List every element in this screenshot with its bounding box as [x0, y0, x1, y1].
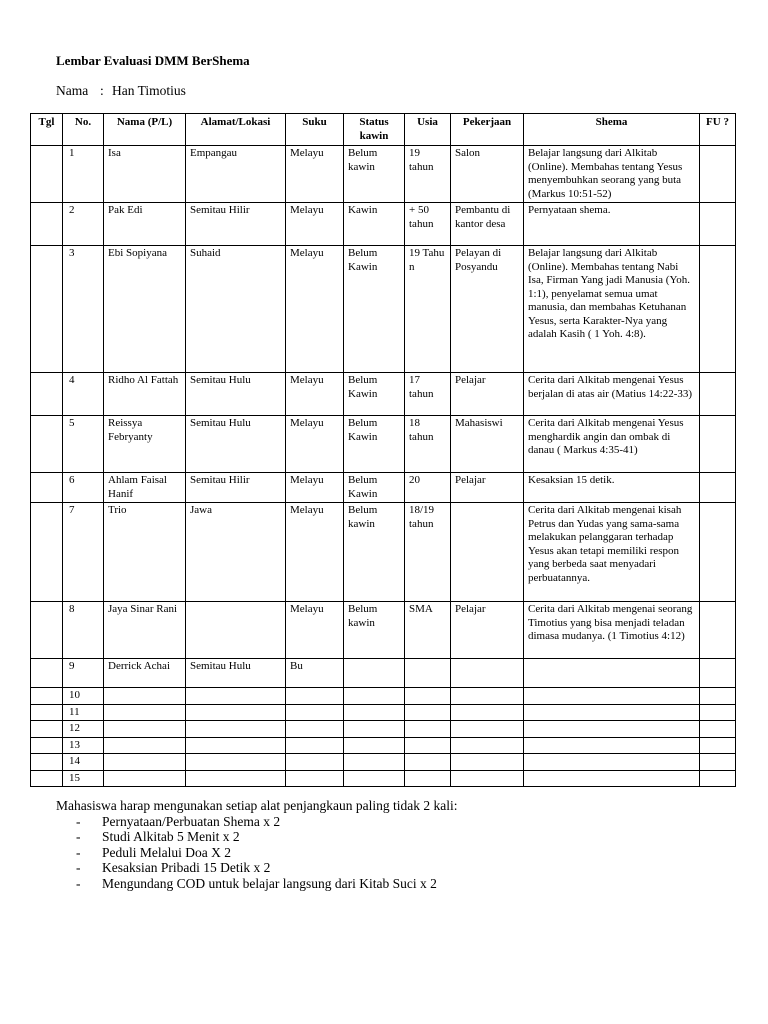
cell-nama: Ebi Sopiyana — [104, 246, 186, 373]
cell-tgl — [31, 473, 63, 503]
cell-status: Belum Kawin — [344, 416, 405, 473]
evaluation-table — [30, 113, 736, 787]
cell-alamat: Suhaid — [186, 246, 286, 373]
cell-no: 11 — [63, 704, 104, 721]
cell-suku — [286, 737, 344, 754]
cell-suku: Melayu — [286, 203, 344, 246]
cell-fu — [700, 704, 736, 721]
cell-fu — [700, 246, 736, 373]
cell-usia — [405, 770, 451, 787]
cell-nama — [104, 704, 186, 721]
header-tgl: Tgl — [31, 114, 63, 146]
header-status: Status kawin — [344, 114, 405, 146]
cell-tgl — [31, 721, 63, 738]
cell-shema: Belajar langsung dari Alkitab (Online). Membahas tentang Nabi Isa, Firman Yang jadi Manusia (Yoh. 1:1), penyelamat semua umat manusia, dan membahas Ketuhanan Yesus, serta Karakter-Nya yang adalah Kasih ( 1 Yoh. 4:8). — [524, 246, 700, 373]
cell-tgl — [31, 203, 63, 246]
header-usia: Usia — [405, 114, 451, 146]
cell-shema — [524, 770, 700, 787]
cell-suku: Bu — [286, 659, 344, 688]
cell-fu — [700, 754, 736, 771]
notes-item-text: Studi Alkitab 5 Menit x 2 — [102, 829, 240, 844]
table-body — [31, 146, 736, 787]
cell-shema — [524, 659, 700, 688]
cell-fu — [700, 416, 736, 473]
table-row — [31, 416, 736, 473]
cell-nama — [104, 721, 186, 738]
cell-pekerjaan — [451, 737, 524, 754]
cell-nama: Isa — [104, 146, 186, 203]
cell-alamat — [186, 704, 286, 721]
cell-shema: Pernyataan shema. — [524, 203, 700, 246]
bullet-dash: - — [76, 875, 81, 891]
cell-nama — [104, 770, 186, 787]
cell-nama: Trio — [104, 503, 186, 602]
cell-pekerjaan — [451, 754, 524, 771]
cell-usia — [405, 688, 451, 705]
cell-pekerjaan — [451, 704, 524, 721]
cell-alamat: Semitau Hilir — [186, 473, 286, 503]
cell-no: 7 — [63, 503, 104, 602]
cell-alamat: Semitau Hulu — [186, 373, 286, 416]
table-row — [31, 721, 736, 738]
table-row — [31, 737, 736, 754]
cell-nama — [104, 688, 186, 705]
cell-usia: 20 — [405, 473, 451, 503]
cell-suku: Melayu — [286, 416, 344, 473]
cell-tgl — [31, 754, 63, 771]
notes-item-text: Pernyataan/Perbuatan Shema x 2 — [102, 813, 281, 829]
bullet-dash: - — [76, 813, 81, 829]
cell-usia: SMA — [405, 602, 451, 659]
cell-tgl — [31, 503, 63, 602]
name-line — [56, 83, 186, 99]
notes-item-text: Mengundang COD untuk belajar langsung dari Kitab Suci x 2 — [102, 875, 437, 891]
cell-usia: 19 Tahu n — [405, 246, 451, 373]
cell-no: 2 — [63, 203, 104, 246]
table-row — [31, 203, 736, 246]
cell-status: Belum Kawin — [344, 473, 405, 503]
cell-usia — [405, 659, 451, 688]
header-suku: Suku — [286, 114, 344, 146]
cell-pekerjaan: Mahasiswi — [451, 416, 524, 473]
name-value: Han Timotius — [112, 83, 186, 98]
cell-pekerjaan — [451, 721, 524, 738]
cell-usia — [405, 737, 451, 754]
cell-tgl — [31, 688, 63, 705]
header-alamat: Alamat/Lokasi — [186, 114, 286, 146]
header-fu: FU ? — [700, 114, 736, 146]
cell-shema — [524, 754, 700, 771]
cell-status — [344, 704, 405, 721]
cell-fu — [700, 473, 736, 503]
cell-pekerjaan — [451, 659, 524, 688]
cell-status: Belum kawin — [344, 146, 405, 203]
cell-status: Belum kawin — [344, 503, 405, 602]
cell-suku: Melayu — [286, 246, 344, 373]
table-row — [31, 602, 736, 659]
cell-tgl — [31, 602, 63, 659]
cell-shema — [524, 688, 700, 705]
table-row — [31, 503, 736, 602]
cell-usia: 17 tahun — [405, 373, 451, 416]
cell-no: 13 — [63, 737, 104, 754]
cell-no: 5 — [63, 416, 104, 473]
cell-nama — [104, 754, 186, 771]
cell-suku — [286, 704, 344, 721]
cell-suku: Melayu — [286, 473, 344, 503]
notes-item — [56, 876, 458, 892]
cell-pekerjaan: Salon — [451, 146, 524, 203]
cell-no: 6 — [63, 473, 104, 503]
cell-fu — [700, 373, 736, 416]
cell-no: 4 — [63, 373, 104, 416]
cell-shema — [524, 704, 700, 721]
notes-item — [56, 860, 458, 876]
header-row — [31, 114, 736, 146]
cell-fu — [700, 770, 736, 787]
cell-status — [344, 770, 405, 787]
cell-suku: Melayu — [286, 602, 344, 659]
cell-usia: 18/19 tahun — [405, 503, 451, 602]
notes-section — [56, 798, 458, 891]
notes-intro: Mahasiswa harap mengunakan setiap alat penjangkaun paling tidak 2 kali: — [56, 798, 458, 813]
bullet-dash: - — [76, 829, 81, 844]
cell-suku — [286, 754, 344, 771]
cell-tgl — [31, 770, 63, 787]
notes-item — [56, 814, 458, 830]
cell-pekerjaan: Pelajar — [451, 473, 524, 503]
cell-shema: Cerita dari Alkitab mengenai seorang Timotius yang bisa menjadi teladan dimasa mudanya. (1 Timotius 4:12) — [524, 602, 700, 659]
cell-usia: 19 tahun — [405, 146, 451, 203]
cell-suku: Melayu — [286, 146, 344, 203]
cell-suku — [286, 770, 344, 787]
cell-tgl — [31, 246, 63, 373]
cell-fu — [700, 659, 736, 688]
cell-pekerjaan — [451, 503, 524, 602]
cell-no: 3 — [63, 246, 104, 373]
bullet-dash: - — [76, 860, 81, 875]
cell-pekerjaan: Pelayan di Posyandu — [451, 246, 524, 373]
cell-shema: Cerita dari Alkitab mengenai Yesus menghardik angin dan ombak di danau ( Markus 4:35-41) — [524, 416, 700, 473]
cell-status — [344, 688, 405, 705]
cell-suku: Melayu — [286, 373, 344, 416]
cell-status — [344, 737, 405, 754]
table-header — [31, 114, 736, 146]
cell-shema: Kesaksian 15 detik. — [524, 473, 700, 503]
cell-fu — [700, 503, 736, 602]
cell-fu — [700, 203, 736, 246]
header-no: No. — [63, 114, 104, 146]
cell-tgl — [31, 659, 63, 688]
cell-fu — [700, 737, 736, 754]
cell-alamat: Semitau Hulu — [186, 659, 286, 688]
cell-alamat — [186, 688, 286, 705]
cell-no: 14 — [63, 754, 104, 771]
table-row — [31, 704, 736, 721]
cell-suku — [286, 688, 344, 705]
cell-no: 9 — [63, 659, 104, 688]
cell-tgl — [31, 737, 63, 754]
cell-no: 8 — [63, 602, 104, 659]
cell-alamat — [186, 602, 286, 659]
cell-alamat: Empangau — [186, 146, 286, 203]
cell-tgl — [31, 416, 63, 473]
cell-alamat: Semitau Hulu — [186, 416, 286, 473]
cell-fu — [700, 146, 736, 203]
table-row — [31, 770, 736, 787]
cell-suku: Melayu — [286, 503, 344, 602]
cell-pekerjaan — [451, 770, 524, 787]
cell-shema — [524, 737, 700, 754]
cell-no: 1 — [63, 146, 104, 203]
notes-item-text: Peduli Melalui Doa X 2 — [102, 844, 231, 860]
bullet-dash: - — [76, 844, 81, 860]
cell-usia — [405, 721, 451, 738]
table-row — [31, 146, 736, 203]
cell-shema: Cerita dari Alkitab mengenai Yesus berjalan di atas air (Matius 14:22-33) — [524, 373, 700, 416]
cell-tgl — [31, 146, 63, 203]
name-colon: : — [100, 83, 104, 98]
cell-tgl — [31, 373, 63, 416]
cell-status: Kawin — [344, 203, 405, 246]
table-row — [31, 373, 736, 416]
cell-no: 10 — [63, 688, 104, 705]
cell-fu — [700, 688, 736, 705]
cell-alamat — [186, 770, 286, 787]
cell-alamat: Semitau Hilir — [186, 203, 286, 246]
cell-no: 15 — [63, 770, 104, 787]
cell-nama: Jaya Sinar Rani — [104, 602, 186, 659]
cell-nama: Derrick Achai — [104, 659, 186, 688]
cell-status: Belum Kawin — [344, 373, 405, 416]
cell-alamat — [186, 721, 286, 738]
cell-status — [344, 659, 405, 688]
cell-alamat: Jawa — [186, 503, 286, 602]
cell-nama: Reissya Febryanty — [104, 416, 186, 473]
document-title: Lembar Evaluasi DMM BerShema — [56, 53, 250, 68]
cell-fu — [700, 721, 736, 738]
cell-nama: Ahlam Faisal Hanif — [104, 473, 186, 503]
cell-no: 12 — [63, 721, 104, 738]
table-row — [31, 246, 736, 373]
notes-list — [56, 814, 458, 892]
cell-nama — [104, 737, 186, 754]
cell-pekerjaan: Pembantu di kantor desa — [451, 203, 524, 246]
cell-fu — [700, 602, 736, 659]
cell-status: Belum Kawin — [344, 246, 405, 373]
notes-item-text: Kesaksian Pribadi 15 Detik x 2 — [102, 860, 271, 875]
cell-tgl — [31, 704, 63, 721]
table-row — [31, 754, 736, 771]
cell-pekerjaan: Pelajar — [451, 602, 524, 659]
cell-usia: 18 tahun — [405, 416, 451, 473]
header-shema: Shema — [524, 114, 700, 146]
cell-nama: Ridho Al Fattah — [104, 373, 186, 416]
table-row — [31, 473, 736, 503]
table-row — [31, 659, 736, 688]
header-nama: Nama (P/L) — [104, 114, 186, 146]
name-label: Nama — [56, 83, 89, 98]
header-pekerjaan: Pekerjaan — [451, 114, 524, 146]
cell-usia — [405, 754, 451, 771]
cell-pekerjaan: Pelajar — [451, 373, 524, 416]
cell-shema: Belajar langsung dari Alkitab (Online). Membahas tentang Yesus menyembuhkan seorang yang buta (Markus 10:51-52) — [524, 146, 700, 203]
notes-item — [56, 829, 458, 845]
cell-status — [344, 721, 405, 738]
cell-alamat — [186, 754, 286, 771]
table-row — [31, 688, 736, 705]
cell-shema — [524, 721, 700, 738]
cell-pekerjaan — [451, 688, 524, 705]
cell-suku — [286, 721, 344, 738]
cell-shema: Cerita dari Alkitab mengenai kisah Petrus dan Yudas yang sama-sama melakukan pelanggaran terhadap Yesus akan tetapi memiliki respon yang berbeda saat menyadari perbuatannya. — [524, 503, 700, 602]
cell-usia: + 50 tahun — [405, 203, 451, 246]
cell-usia — [405, 704, 451, 721]
cell-alamat — [186, 737, 286, 754]
notes-item — [56, 845, 458, 861]
cell-status: Belum kawin — [344, 602, 405, 659]
cell-status — [344, 754, 405, 771]
cell-nama: Pak Edi — [104, 203, 186, 246]
